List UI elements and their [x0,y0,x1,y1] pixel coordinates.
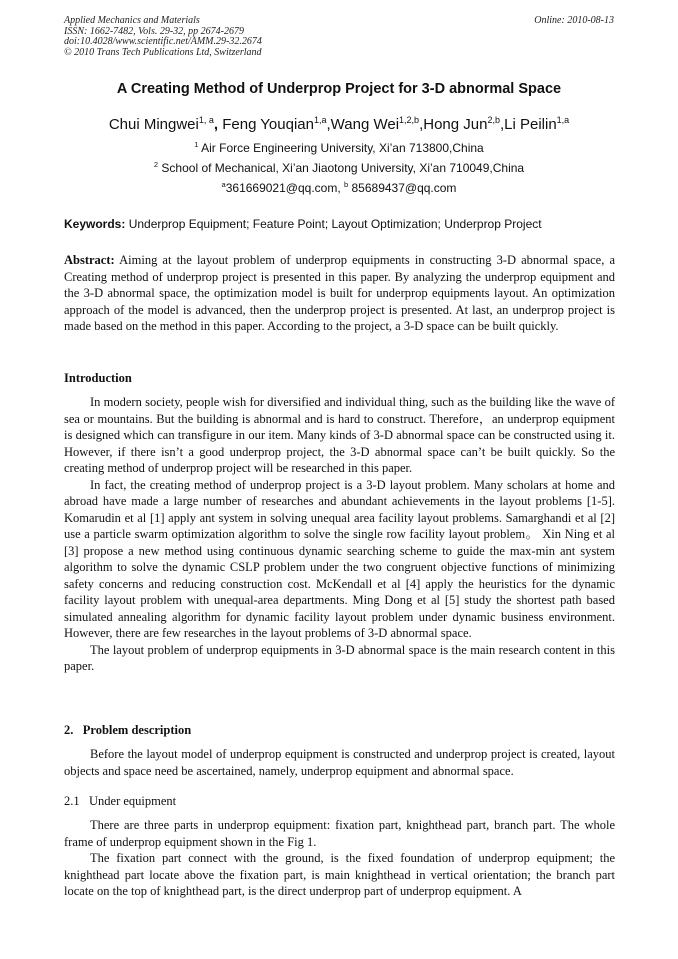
affiliation-mark: 2 [153,160,159,169]
paragraph: The fixation part connect with the ground, is the fixed foundation of underprop equipment; the knighthead part locate above the fixation part, is main knighthead in vertical orientation; the branch part locate on the top of knighthead part, is the direct underprop part of underprop equipment. A [64,851,615,898]
online-date: Online: 2010-08-13 [534,15,614,26]
journal-header [64,16,262,58]
author-affiliation-mark: 1,a [313,115,327,125]
affiliation-1 [0,140,678,155]
email-address: 85689437@qq.com [351,181,457,195]
introduction-heading: Introduction [64,371,132,385]
introduction-body [64,394,615,675]
keywords-text: Underprop Equipment; Feature Point; Layout Optimization; Underprop Project [128,217,542,231]
paragraph: In fact, the creating method of underprop project is a 3-D layout problem. Many scholars at home and abroad have made a large number of researches and abundant achievements in the layout problems [1-5]. Komarudin et al [1] apply ant system in solving unequal area facility layout problems. Samarghandi et al [2] use a particle swarm optimization algorithm to solve the single row facility layout problem。 Xin Ning et al [3] propose a new method using continuous dynamic searching scheme to guide the max-min ant system algorithm to solve the dynamic CSLP problem under the two congruent objective functions of minimizing safety concerns and reducing construction cost. McKendall et al [4] apply the heuristics for the dynamic facility layout problem with unequal-area departments. Ming Dong et al [5] study the shortest path based simulated annealing algorithm for dynamic facility layout problem under dynamic business environment. However, there are few researches in the layout problems of 3-D abnormal space. [64,477,615,640]
paragraph: In modern society, people wish for diversified and individual thing, such as the building like the wave of sea or mountains. But the building is abnormal and is hard to construct. Therefore，an underprop equipment is designed which can transfigure in our item. Many kinds of 3-D abnormal space can be constructed using it. However, if there isn’t a good underprop project, the 3-D abnormal space can’t be built quickly. So the creating method of underprop project will be researched in this paper. [64,395,615,475]
paragraph: Before the layout model of underprop equipment is constructed and underprop project is created, layout objects and space need be ascertained, namely, underprop equipment and abnormal space. [64,747,615,778]
under-equipment-body [64,817,615,900]
abstract-text: Aiming at the layout problem of underprop equipments in constructing 3-D abnormal space, a Creating method of underprop project is presented in this paper. By analyzing the underprop equipment and the 3-D abnormal space, the optimization model is built for underprop equipments layout. An optimization approach of the model is advanced, then the underprop project is presented. At last, an underprop project is made based on the method in this paper. According to the project, a 3-D space can be built quickly. [64,253,615,333]
affiliation-text: School of Mechanical, Xi’an Jiaotong University, Xi’an 710049,China [161,161,525,175]
affiliation-2 [0,160,678,175]
email-address: 361669021@qq.com, [225,181,344,195]
keywords-label: Keywords: [64,217,126,231]
author-name: Chui Mingwei [108,116,199,133]
author-list: Chui Mingwei$^{1, a}$, Feng Youqian$^{1,a}$,Wang Wei$^{1,2,b}$,Hong Jun$^{2,b}$,Li Peilin$^{1,a}$ [108,115,570,133]
keywords [64,217,616,231]
author-name: Hong Jun [423,116,488,133]
copyright-line: © 2010 Trans Tech Publications Ltd, Switzerland [64,46,262,58]
problem-body [64,746,615,779]
abstract-label: Abstract: [64,253,115,267]
email-mark: a [221,180,226,189]
author-name: Wang Wei [330,116,400,133]
paragraph: The layout problem of underprop equipments in 3-D abnormal space is the main research content in this paper. [64,642,615,673]
author-name: Li Peilin [504,116,557,133]
author-affiliation-mark: 2,b [487,115,500,125]
paragraph: There are three parts in underprop equipment: fixation part, knighthead part, branch part. The whole frame of underprop equipment shown in the Fig 1. [64,818,615,849]
email-line [0,180,678,195]
author-name: Feng Youqian [222,116,314,133]
abstract [64,252,615,335]
author-affiliation-mark: 1,a [556,115,570,125]
author-affiliation-mark: 1,2,b [399,115,420,125]
issn-line: ISSN: 1662-7482, Vols. 29-32, pp 2674-2679 [64,25,244,37]
email-mark: b [343,180,349,189]
journal-name: Applied Mechanics and Materials [64,15,200,26]
affiliation-text: Air Force Engineering University, Xi’an 713800,China [201,141,484,155]
paper-title: A Creating Method of Underprop Project for 3-D abnormal Space [116,81,562,97]
subsection-heading: 2.1 Under equipment [64,794,177,808]
affiliation-mark: 1 [194,140,199,149]
author-affiliation-mark: 1, a [198,115,214,125]
doi-line: doi:10.4028/www.scientific.net/AMM.29-32.2674 [64,36,262,47]
section-heading-problem: 2. Problem description [64,723,192,737]
